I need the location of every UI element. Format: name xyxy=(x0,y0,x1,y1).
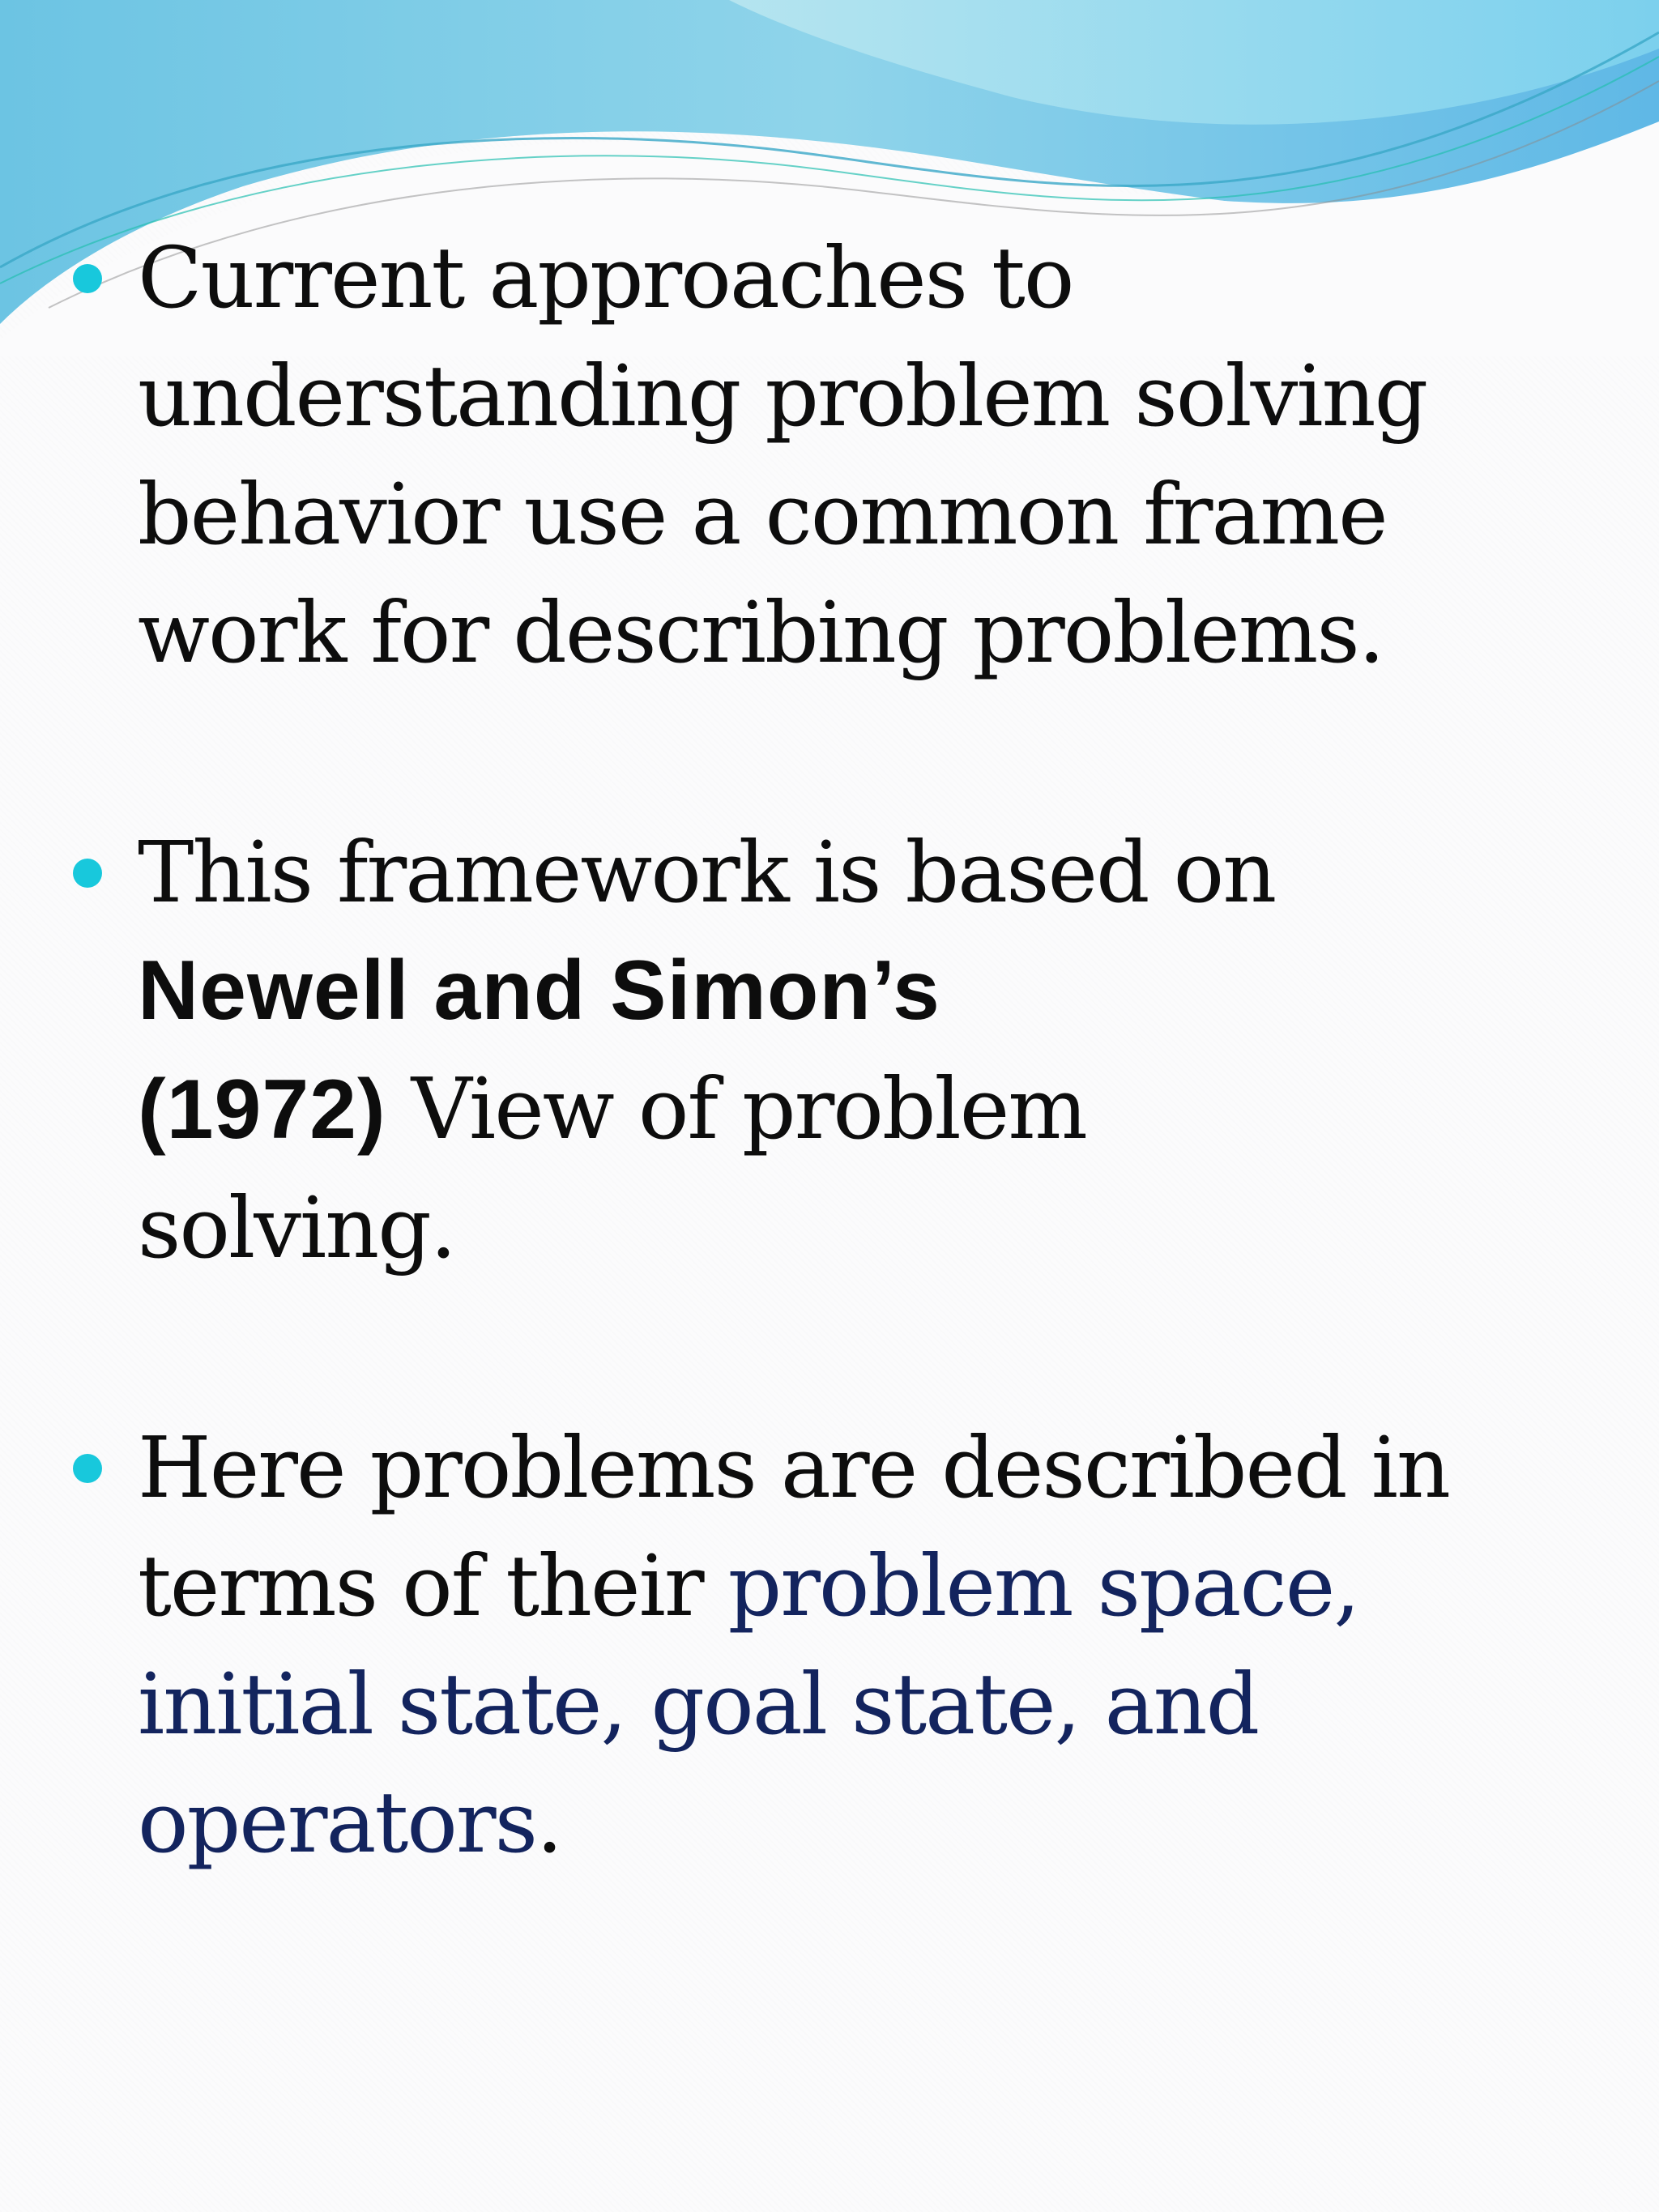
bullet-list xyxy=(65,219,1604,1882)
bullet-text-fragment: View of problem xyxy=(386,1059,1086,1158)
bullet-text-line: understanding problem solving xyxy=(138,347,1427,445)
bullet-text-line: This framework is based on xyxy=(138,823,1276,922)
key-term: initial state, goal state, and xyxy=(138,1655,1259,1754)
bullet-text-line xyxy=(138,1527,1604,1645)
key-term: operators xyxy=(138,1773,536,1872)
citation-year: (1972) xyxy=(138,1063,386,1157)
bullet-item xyxy=(65,219,1604,692)
bullet-item xyxy=(65,813,1604,1287)
bullet-item xyxy=(65,1409,1604,1882)
bullet-text-line: Current approaches to xyxy=(138,228,1073,327)
bullet-text-line xyxy=(138,1050,1604,1169)
bullet-text-fragment: terms of their xyxy=(138,1536,728,1635)
bullet-text-line: work for describing problems. xyxy=(138,583,1384,682)
bullet-text-fragment: . xyxy=(535,1773,562,1872)
key-term: problem space, xyxy=(727,1536,1359,1635)
bullet-text-line: Here problems are described in xyxy=(138,1418,1449,1517)
bullet-text-line: solving. xyxy=(138,1178,455,1277)
bullet-text-line xyxy=(138,1763,1604,1882)
bullet-dot-icon xyxy=(73,859,102,888)
citation-authors: Newell and Simon’s xyxy=(138,944,940,1038)
bullet-dot-icon xyxy=(73,1454,102,1483)
bullet-dot-icon xyxy=(73,264,102,293)
bullet-text-line: behavior use a common frame xyxy=(138,465,1387,564)
